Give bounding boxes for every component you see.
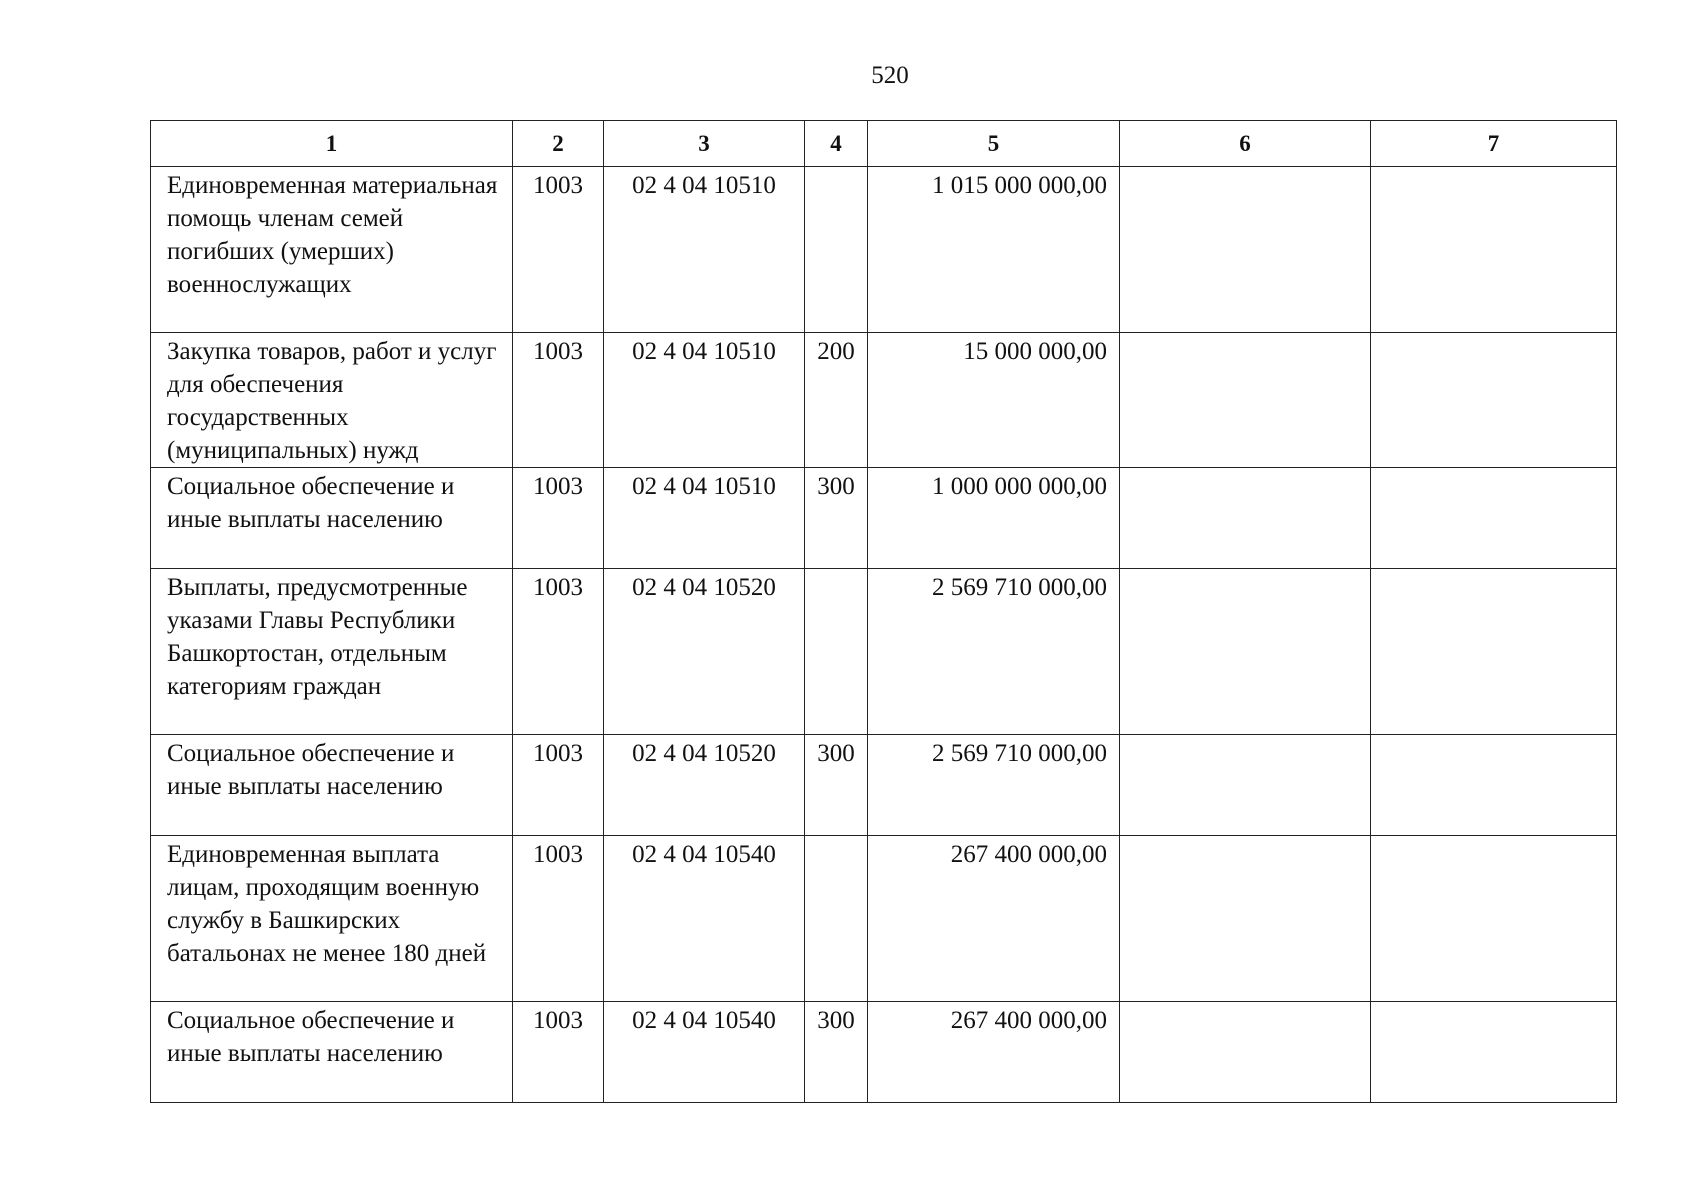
- row-col7: [1371, 735, 1617, 836]
- row-name: Социальное обеспечение и иные выплаты населению: [151, 468, 513, 569]
- row-section: 1003: [513, 333, 604, 468]
- budget-table: [150, 120, 1617, 1103]
- column-header-4: 4: [805, 121, 868, 167]
- column-header-3: 3: [604, 121, 805, 167]
- row-section: 1003: [513, 167, 604, 333]
- table-row: [151, 735, 1617, 836]
- row-section: 1003: [513, 836, 604, 1002]
- row-col7: [1371, 167, 1617, 333]
- row-code: 02 4 04 10540: [604, 836, 805, 1002]
- header-row: [151, 121, 1617, 167]
- row-amount: 2 569 710 000,00: [868, 735, 1120, 836]
- row-code: 02 4 04 10510: [604, 468, 805, 569]
- table-row: [151, 836, 1617, 1002]
- row-col7: [1371, 569, 1617, 735]
- row-col7: [1371, 836, 1617, 1002]
- row-section: 1003: [513, 735, 604, 836]
- table-row: [151, 167, 1617, 333]
- row-name: Выплаты, предусмотренные указами Главы Республики Башкортостан, отдельным категориям граждан: [151, 569, 513, 735]
- row-code: 02 4 04 10510: [604, 167, 805, 333]
- row-name: Единовременная выплата лицам, проходящим военную службу в Башкирских батальонах не менее 180 дней: [151, 836, 513, 1002]
- row-type: 200: [805, 333, 868, 468]
- row-code: 02 4 04 10540: [604, 1002, 805, 1103]
- row-name: Единовременная материальная помощь членам семей погибших (умерших) военнослужащих: [151, 167, 513, 333]
- row-col6: [1120, 1002, 1371, 1103]
- row-amount: 1 000 000 000,00: [868, 468, 1120, 569]
- row-type: [805, 167, 868, 333]
- row-col7: [1371, 333, 1617, 468]
- row-col6: [1120, 468, 1371, 569]
- row-col6: [1120, 333, 1371, 468]
- row-section: 1003: [513, 1002, 604, 1103]
- column-header-2: 2: [513, 121, 604, 167]
- row-col6: [1120, 167, 1371, 333]
- column-header-5: 5: [868, 121, 1120, 167]
- row-amount: 267 400 000,00: [868, 1002, 1120, 1103]
- row-amount: 15 000 000,00: [868, 333, 1120, 468]
- column-header-6: 6: [1120, 121, 1371, 167]
- row-name: Социальное обеспечение и иные выплаты населению: [151, 1002, 513, 1103]
- table-row: [151, 569, 1617, 735]
- row-amount: 1 015 000 000,00: [868, 167, 1120, 333]
- row-code: 02 4 04 10520: [604, 735, 805, 836]
- table-row: [151, 333, 1617, 468]
- row-amount: 267 400 000,00: [868, 836, 1120, 1002]
- row-col6: [1120, 735, 1371, 836]
- row-col6: [1120, 836, 1371, 1002]
- page-number: 520: [871, 62, 909, 89]
- row-col7: [1371, 468, 1617, 569]
- table-row: [151, 468, 1617, 569]
- row-section: 1003: [513, 468, 604, 569]
- row-type: 300: [805, 468, 868, 569]
- column-header-7: 7: [1371, 121, 1617, 167]
- row-type: [805, 836, 868, 1002]
- row-col7: [1371, 1002, 1617, 1103]
- row-col6: [1120, 569, 1371, 735]
- row-section: 1003: [513, 569, 604, 735]
- row-type: 300: [805, 1002, 868, 1103]
- column-header-1: 1: [151, 121, 513, 167]
- table-row: [151, 1002, 1617, 1103]
- row-name: Социальное обеспечение и иные выплаты населению: [151, 735, 513, 836]
- row-type: [805, 569, 868, 735]
- row-type: 300: [805, 735, 868, 836]
- row-name: Закупка товаров, работ и услуг для обеспечения государственных (муниципальных) нужд: [151, 333, 513, 468]
- row-code: 02 4 04 10520: [604, 569, 805, 735]
- row-code: 02 4 04 10510: [604, 333, 805, 468]
- row-amount: 2 569 710 000,00: [868, 569, 1120, 735]
